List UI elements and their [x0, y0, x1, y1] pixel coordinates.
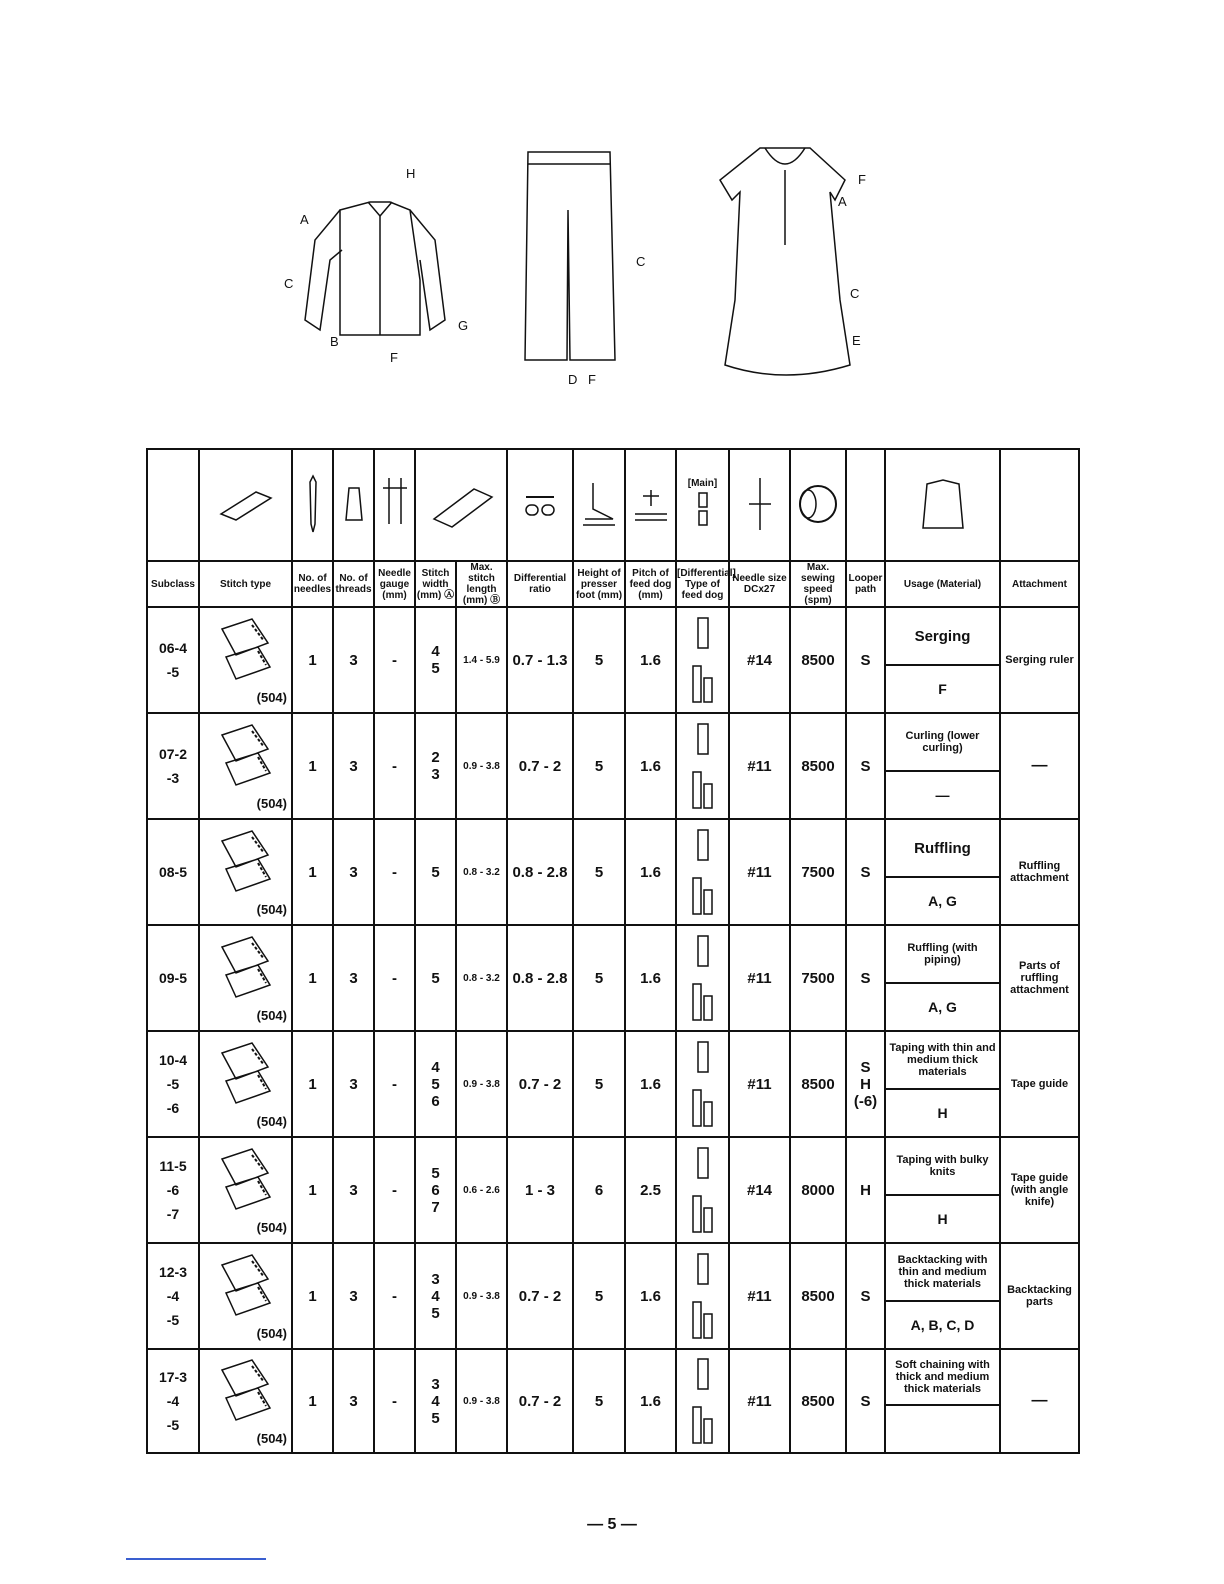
width-value: 2: [431, 749, 440, 766]
feed-dog-diff-icon: [691, 876, 715, 916]
table-row: [147, 1031, 1079, 1137]
table-row: [147, 819, 1079, 925]
subclass-value: 17-3: [158, 1369, 188, 1385]
stitch-diagram-icon: [206, 1039, 286, 1109]
feed-dog-diff-icon: [691, 1088, 715, 1128]
feed-dog-diff-icon: [691, 770, 715, 810]
pitch-value: 2.5: [625, 1137, 676, 1243]
table-row: [147, 713, 1079, 819]
max-stitch-value: 0.9 - 3.8: [456, 1349, 507, 1453]
needle-size-value: #14: [729, 607, 790, 713]
pants-label-c: C: [636, 254, 646, 269]
header-max-speed: Max. sewing speed (spm): [790, 561, 846, 607]
shirt-label-b: B: [330, 334, 339, 349]
garment-usage-icon: [913, 474, 973, 534]
feed-dog-main-icon: [696, 1146, 710, 1180]
feed-dog-main-icon: [696, 1357, 710, 1391]
gauge-value: -: [374, 925, 415, 1031]
usage-parts: A, G: [928, 999, 957, 1015]
speed-value: 8500: [790, 607, 846, 713]
width-value: 4: [431, 1287, 440, 1305]
shirt-label-c: C: [284, 276, 294, 291]
usage-text: Curling (lower curling): [905, 730, 980, 754]
table-row: [147, 1137, 1079, 1243]
needles-value: 1: [292, 713, 333, 819]
gauge-value: -: [374, 607, 415, 713]
header-looper: Looper path: [846, 561, 885, 607]
gauge-value: -: [374, 713, 415, 819]
needle-size-value: #11: [729, 819, 790, 925]
feed-dog-main-icon: [696, 616, 710, 650]
threads-value: 3: [333, 819, 374, 925]
feed-dog-main-icon: [696, 934, 710, 968]
gauge-value: -: [374, 1243, 415, 1349]
needle-icon: [306, 474, 320, 534]
dress-label-a: A: [838, 194, 847, 209]
feed-dog-main-icon: [696, 722, 710, 756]
looper-value: S: [860, 757, 871, 775]
feed-dog-diff-icon: [691, 664, 715, 704]
subclass-value: 08-5: [158, 864, 188, 880]
attachment-value: —: [1000, 1349, 1079, 1453]
width-value: 7: [431, 1198, 440, 1216]
usage-text: Ruffling: [914, 839, 971, 857]
presser-value: 5: [573, 607, 625, 713]
subclass-value: -4: [166, 1288, 180, 1304]
pants-label-d: D: [568, 372, 578, 387]
gauge-value: -: [374, 1137, 415, 1243]
max-stitch-value: 0.8 - 3.2: [456, 925, 507, 1031]
header-usage: Usage (Material): [885, 561, 1000, 607]
needles-value: 1: [292, 1137, 333, 1243]
gauge-value: -: [374, 1349, 415, 1453]
looper-value: S: [860, 1058, 871, 1076]
stitch-diagram-icon: [206, 1251, 286, 1321]
feed-dog-diff-icon: [691, 1405, 715, 1445]
stitch-diagram-icon: [206, 615, 286, 685]
needles-value: 1: [292, 1349, 333, 1453]
speed-icon: [793, 479, 843, 529]
pants-label-f: F: [588, 372, 596, 387]
subclass-value: -3: [166, 770, 180, 786]
header-gauge: Needle gauge (mm): [374, 561, 415, 607]
header-icon-row: [147, 449, 1079, 561]
page-number: — 5 —: [587, 1516, 637, 1533]
diff-ratio-value: 0.7 - 2: [507, 1031, 573, 1137]
needle-size-value: #11: [729, 713, 790, 819]
max-stitch-value: 0.8 - 3.2: [456, 819, 507, 925]
header-subclass: Subclass: [147, 561, 199, 607]
presser-value: 5: [573, 713, 625, 819]
width-value: 5: [431, 969, 440, 987]
attachment-value: Tape guide (with angle knife): [1000, 1137, 1079, 1243]
usage-text: Taping with thin and medium thick materials: [889, 1042, 996, 1078]
stitch-number: (504): [256, 796, 287, 811]
shirt-drawing: [305, 202, 445, 335]
max-stitch-value: 0.6 - 2.6: [456, 1137, 507, 1243]
header-needles: No. of needles: [292, 561, 333, 607]
needle-size-value: #11: [729, 1243, 790, 1349]
width-value: 3: [431, 1270, 440, 1288]
width-value: 6: [431, 1092, 440, 1110]
stitch-diagram-icon: [206, 827, 286, 897]
threads-value: 3: [333, 1031, 374, 1137]
threads-value: 3: [333, 925, 374, 1031]
pitch-value: 1.6: [625, 607, 676, 713]
speed-value: 8500: [790, 1031, 846, 1137]
max-stitch-value: 0.9 - 3.8: [456, 713, 507, 819]
threads-value: 3: [333, 713, 374, 819]
usage-text: Taping with bulky knits: [896, 1154, 989, 1178]
presser-value: 5: [573, 925, 625, 1031]
needles-value: 1: [292, 925, 333, 1031]
width-value: 5: [431, 1409, 440, 1427]
main-label: [Main]: [687, 478, 718, 489]
width-value: 4: [431, 643, 440, 660]
diff-ratio-value: 0.7 - 2: [507, 1243, 573, 1349]
usage-parts: A, B, C, D: [910, 1317, 975, 1333]
dress-label-f: F: [858, 172, 866, 187]
stitch-number: (504): [256, 1326, 287, 1341]
subclass-value: 11-5: [159, 1158, 187, 1174]
looper-value: H: [860, 1075, 871, 1093]
table-row: [147, 925, 1079, 1031]
garment-drawing: [270, 140, 910, 400]
attachment-value: Tape guide: [1000, 1031, 1079, 1137]
thread-cone-icon: [343, 484, 365, 524]
feed-dog-diff-icon: [691, 1194, 715, 1234]
diff-ratio-value: 0.7 - 2: [507, 713, 573, 819]
max-stitch-value: 0.9 - 3.8: [456, 1243, 507, 1349]
subclass-value: -5: [166, 1417, 180, 1433]
shirt-label-h: H: [406, 166, 416, 181]
needle-size-icon: [745, 474, 775, 534]
usage-parts: —: [935, 787, 950, 803]
header-pitch: Pitch of feed dog (mm): [625, 561, 676, 607]
gauge-value: -: [374, 1031, 415, 1137]
threads-value: 3: [333, 1243, 374, 1349]
stitch-diagram-icon: [206, 1145, 286, 1215]
stitch-diagram-icon: [206, 1356, 286, 1426]
diff-ratio-value: 0.8 - 2.8: [507, 819, 573, 925]
looper-value: S: [860, 863, 871, 881]
usage-parts: H: [937, 1105, 948, 1121]
needles-value: 1: [292, 819, 333, 925]
subclass-value: -5: [166, 664, 180, 680]
stitch-number: (504): [256, 902, 287, 917]
threads-value: 3: [333, 1349, 374, 1453]
pitch-value: 1.6: [625, 1349, 676, 1453]
header-max-stitch: Max. stitch length (mm) Ⓑ: [456, 561, 507, 607]
table-row: [147, 1243, 1079, 1349]
width-value: 4: [431, 1392, 440, 1410]
diff-ratio-value: 0.8 - 2.8: [507, 925, 573, 1031]
attachment-value: Ruffling attachment: [1000, 819, 1079, 925]
attachment-value: —: [1000, 713, 1079, 819]
presser-value: 5: [573, 1349, 625, 1453]
header-threads: No. of threads: [333, 561, 374, 607]
header-diff-ratio: Differential ratio: [507, 561, 573, 607]
speed-value: 8500: [790, 1243, 846, 1349]
stitch-diagram-icon: [206, 933, 286, 1003]
dress-label-e: E: [852, 333, 861, 348]
usage-parts: A, G: [928, 893, 957, 909]
max-stitch-value: 1.4 - 5.9: [456, 607, 507, 713]
stitch-diagram-icon: [206, 721, 286, 791]
subclass-value: 09-5: [158, 970, 188, 986]
presser-value: 5: [573, 819, 625, 925]
dress-drawing: [720, 148, 850, 375]
usage-text: Backtacking with thin and medium thick materials: [897, 1254, 988, 1290]
gauge-value: -: [374, 819, 415, 925]
looper-value: S: [860, 969, 871, 987]
stitch-dimension-icon: [426, 479, 496, 529]
shirt-label-a: A: [300, 212, 309, 227]
needle-gauge-icon: [381, 474, 409, 534]
presser-value: 5: [573, 1031, 625, 1137]
subclass-value: -6: [166, 1182, 180, 1198]
stitch-number: (504): [256, 1431, 287, 1446]
feed-dog-main-icon: [696, 1040, 710, 1074]
subclass-value: -5: [166, 1076, 180, 1092]
speed-value: 8000: [790, 1137, 846, 1243]
width-value: 5: [431, 1164, 440, 1182]
width-value: 5: [431, 863, 440, 881]
table-row: [147, 1349, 1079, 1453]
subclass-value: 12-3: [158, 1264, 188, 1280]
width-value: 3: [431, 1375, 440, 1393]
subclass-value: -4: [166, 1393, 180, 1409]
stitch-number: (504): [256, 1220, 287, 1235]
speed-value: 8500: [790, 713, 846, 819]
spec-table: [146, 448, 1080, 1454]
looper-value: (-6): [853, 1092, 878, 1110]
table-row: [147, 607, 1079, 713]
looper-value: S: [860, 651, 871, 669]
pitch-value: 1.6: [625, 819, 676, 925]
looper-value: S: [860, 1287, 871, 1305]
subclass-value: 10-4: [158, 1052, 188, 1068]
feed-dog-type-icon: [696, 489, 710, 529]
subclass-value: 06-4: [158, 640, 188, 656]
usage-text: Ruffling (with piping): [907, 942, 978, 966]
differential-icon: [522, 489, 558, 519]
pitch-value: 1.6: [625, 1031, 676, 1137]
pitch-value: 1.6: [625, 713, 676, 819]
diff-ratio-value: 0.7 - 2: [507, 1349, 573, 1453]
needle-size-value: #11: [729, 925, 790, 1031]
attachment-value: Serging ruler: [1000, 607, 1079, 713]
needle-size-value: #11: [729, 1349, 790, 1453]
shirt-label-g: G: [458, 318, 469, 333]
speed-value: 7500: [790, 925, 846, 1031]
header-needle-size: Needle size DCx27: [729, 561, 790, 607]
presser-value: 5: [573, 1243, 625, 1349]
threads-value: 3: [333, 1137, 374, 1243]
subclass-value: 07-2: [158, 746, 188, 762]
speed-value: 7500: [790, 819, 846, 925]
diff-ratio-value: 0.7 - 1.3: [507, 607, 573, 713]
pants-drawing: [525, 152, 615, 360]
usage-parts: F: [938, 681, 947, 697]
header-feed-type: [Differential] Type of feed dog: [676, 561, 729, 607]
subclass-value: -6: [166, 1100, 180, 1116]
feed-dog-main-icon: [696, 1252, 710, 1286]
width-value: 5: [431, 660, 440, 677]
needle-size-value: #14: [729, 1137, 790, 1243]
garment-illustrations: [270, 140, 910, 400]
subclass-value: -7: [166, 1206, 180, 1222]
subclass-value: -5: [166, 1312, 180, 1328]
max-stitch-value: 0.9 - 3.8: [456, 1031, 507, 1137]
width-value: 6: [431, 1181, 440, 1199]
feed-dog-diff-icon: [691, 982, 715, 1022]
usage-parts: H: [937, 1211, 948, 1227]
width-value: 4: [431, 1058, 440, 1076]
diff-ratio-value: 1 - 3: [507, 1137, 573, 1243]
pitch-value: 1.6: [625, 1243, 676, 1349]
needles-value: 1: [292, 1243, 333, 1349]
feed-dog-diff-icon: [691, 1300, 715, 1340]
attachment-value: Parts of ruffling attachment: [1000, 925, 1079, 1031]
shirt-label-f: F: [390, 350, 398, 365]
header-stitch-width: Stitch width (mm) Ⓐ: [415, 561, 456, 607]
divider-line: [126, 1558, 266, 1560]
needles-value: 1: [292, 607, 333, 713]
stitch-number: (504): [256, 1008, 287, 1023]
header-stitch-type: Stitch type: [199, 561, 292, 607]
pitch-value: 1.6: [625, 925, 676, 1031]
feed-dog-main-icon: [696, 828, 710, 862]
needle-size-value: #11: [729, 1031, 790, 1137]
threads-value: 3: [333, 607, 374, 713]
needles-value: 1: [292, 1031, 333, 1137]
usage-text: Soft chaining with thick and medium thick materials: [895, 1359, 990, 1395]
looper-value: S: [860, 1392, 871, 1410]
presser-value: 6: [573, 1137, 625, 1243]
width-value: 5: [431, 1304, 440, 1322]
stitch-number: (504): [256, 690, 287, 705]
looper-value: H: [860, 1181, 871, 1199]
dress-label-c: C: [850, 286, 860, 301]
speed-value: 8500: [790, 1349, 846, 1453]
header-attachment: Attachment: [1000, 561, 1079, 607]
width-value: 3: [431, 766, 440, 783]
presser-foot-icon: [579, 479, 619, 529]
table-body: [147, 607, 1079, 1453]
usage-text: Serging: [914, 627, 971, 645]
header-label-row: [147, 561, 1079, 607]
header-presser: Height of presser foot (mm): [573, 561, 625, 607]
feed-dog-icon: [631, 484, 671, 524]
fabric-icon: [216, 484, 276, 524]
stitch-number: (504): [256, 1114, 287, 1129]
attachment-value: Backtacking parts: [1000, 1243, 1079, 1349]
width-value: 5: [431, 1075, 440, 1093]
